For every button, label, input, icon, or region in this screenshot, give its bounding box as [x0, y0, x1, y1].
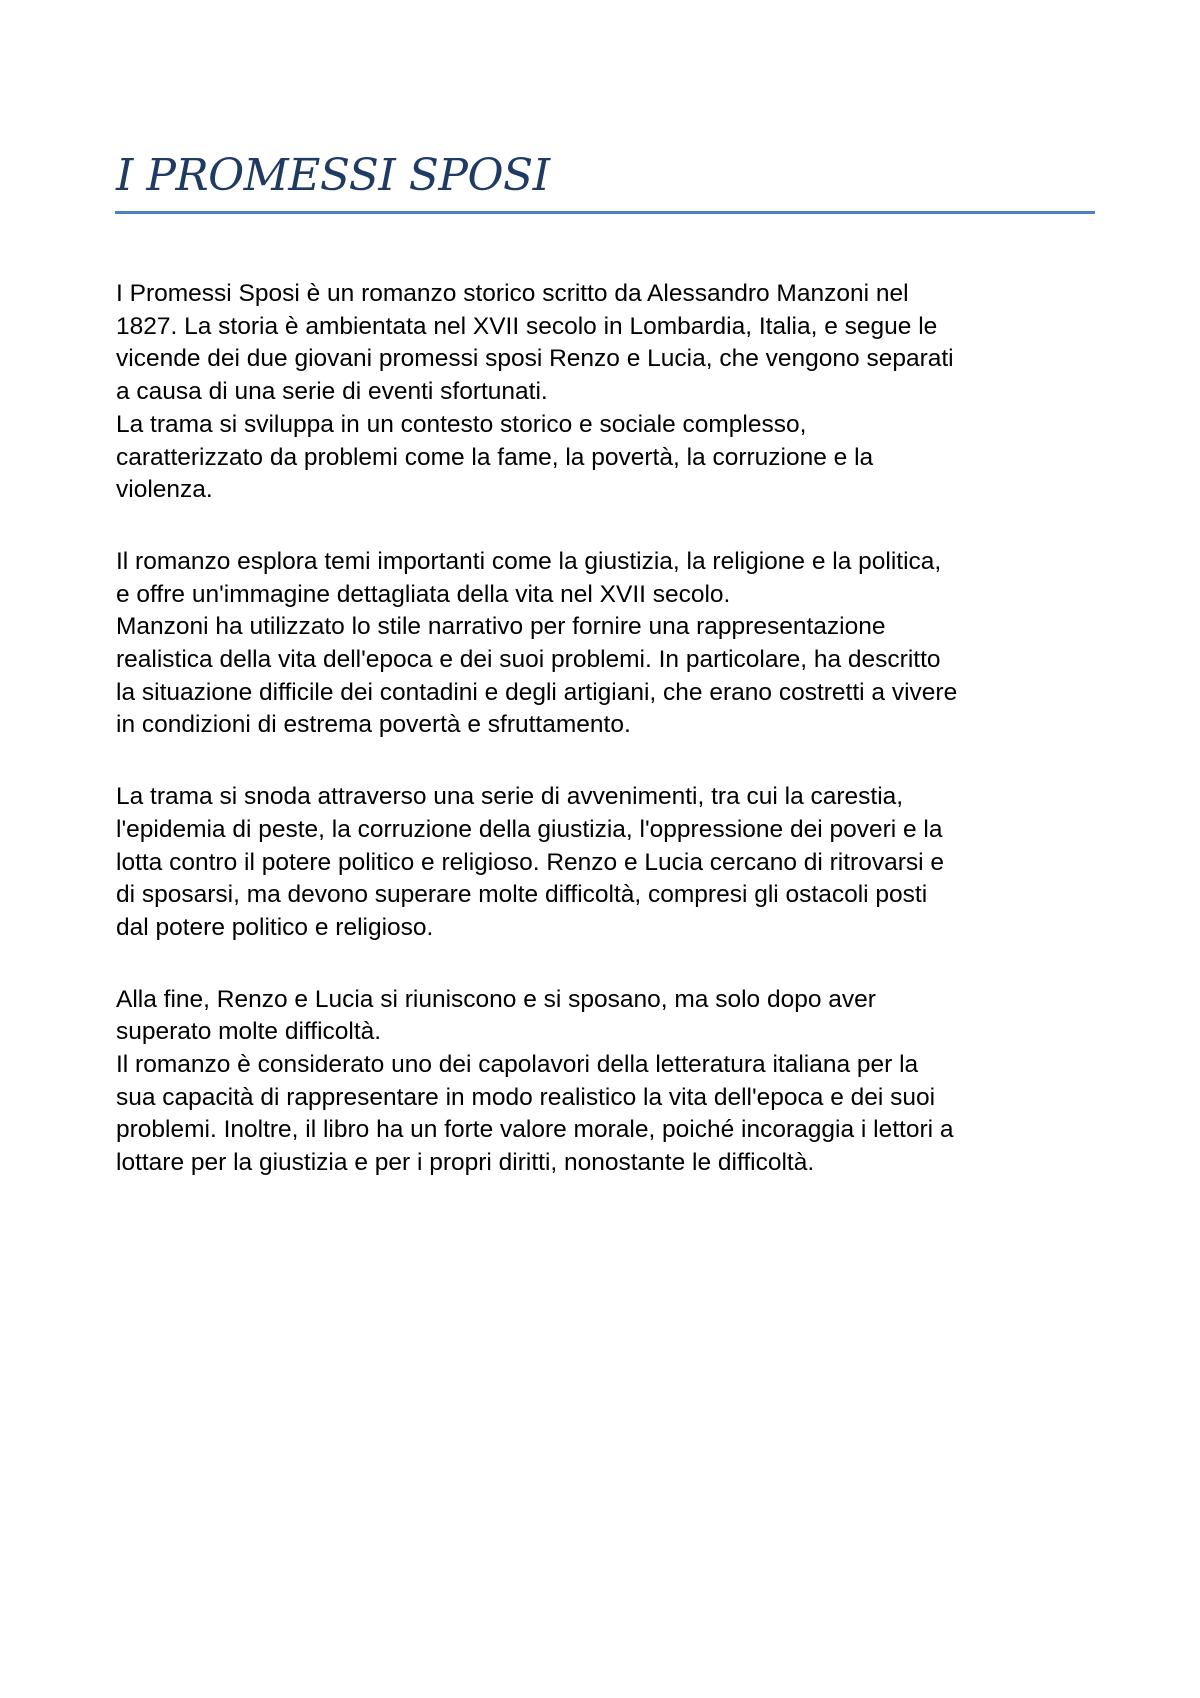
body-line: in condizioni di estrema povertà e sfruttamento. — [116, 711, 631, 739]
body-line: I Promessi Sposi è un romanzo storico scritto da Alessandro Manzoni nel — [116, 280, 909, 307]
body-line: Il romanzo esplora temi importanti come la giustizia, la religione e la politica, — [116, 547, 942, 575]
body-line: sua capacità di rappresentare in modo realistico la vita dell'epoca e dei suoi — [116, 1083, 936, 1111]
title-underline — [115, 211, 1095, 214]
body-line: a causa di una serie di eventi sfortunati. — [116, 378, 548, 406]
body-line: 1827. La storia è ambientata nel XVII secolo in Lombardia, Italia, e segue le — [116, 312, 938, 340]
body-line: realistica della vita dell'epoca e dei suoi problemi. In particolare, ha descritto — [116, 646, 941, 674]
body-line: La trama si snoda attraverso una serie di avvenimenti, tra cui la carestia, — [116, 783, 904, 811]
page-title: I PROMESSI SPOSI — [116, 150, 550, 201]
body-line: Alla fine, Renzo e Lucia si riuniscono e si sposano, ma solo dopo aver — [116, 985, 876, 1013]
body-line: lotta contro il potere politico e religioso. Renzo e Lucia cercano di ritrovarsi e — [116, 848, 944, 876]
body-line: vicende dei due giovani promessi sposi Renzo e Lucia, che vengono separati — [116, 345, 954, 373]
paragraph-spacer — [116, 742, 1116, 781]
paragraph-spacer — [116, 507, 1116, 546]
body-line: lottare per la giustizia e per i propri diritti, nonostante le difficoltà. — [116, 1149, 815, 1177]
body-line: e offre un'immagine dettagliata della vita nel XVII secolo. — [116, 580, 731, 608]
body-line: l'epidemia di peste, la corruzione della giustizia, l'oppressione dei poveri e la — [116, 815, 943, 843]
body-line: superato molte difficoltà. — [116, 1018, 382, 1046]
body-line: problemi. Inoltre, il libro ha un forte valore morale, poiché incoraggia i lettori a — [116, 1116, 954, 1144]
body-line: Manzoni ha utilizzato lo stile narrativo per fornire una rappresentazione — [116, 613, 886, 641]
document-body — [116, 278, 1116, 1180]
body-line: di sposarsi, ma devono superare molte difficoltà, compresi gli ostacoli posti — [116, 881, 928, 909]
body-line: La trama si sviluppa in un contesto storico e sociale complesso, — [116, 410, 807, 438]
body-line: violenza. — [116, 476, 213, 504]
body-line: Il romanzo è considerato uno dei capolavori della letteratura italiana per la — [116, 1051, 919, 1079]
paragraph-spacer — [116, 945, 1116, 984]
body-line: dal potere politico e religioso. — [116, 913, 434, 941]
body-line: caratterizzato da problemi come la fame, la povertà, la corruzione e la — [116, 443, 874, 471]
body-line: la situazione difficile dei contadini e degli artigiani, che erano costretti a vivere — [116, 678, 958, 706]
